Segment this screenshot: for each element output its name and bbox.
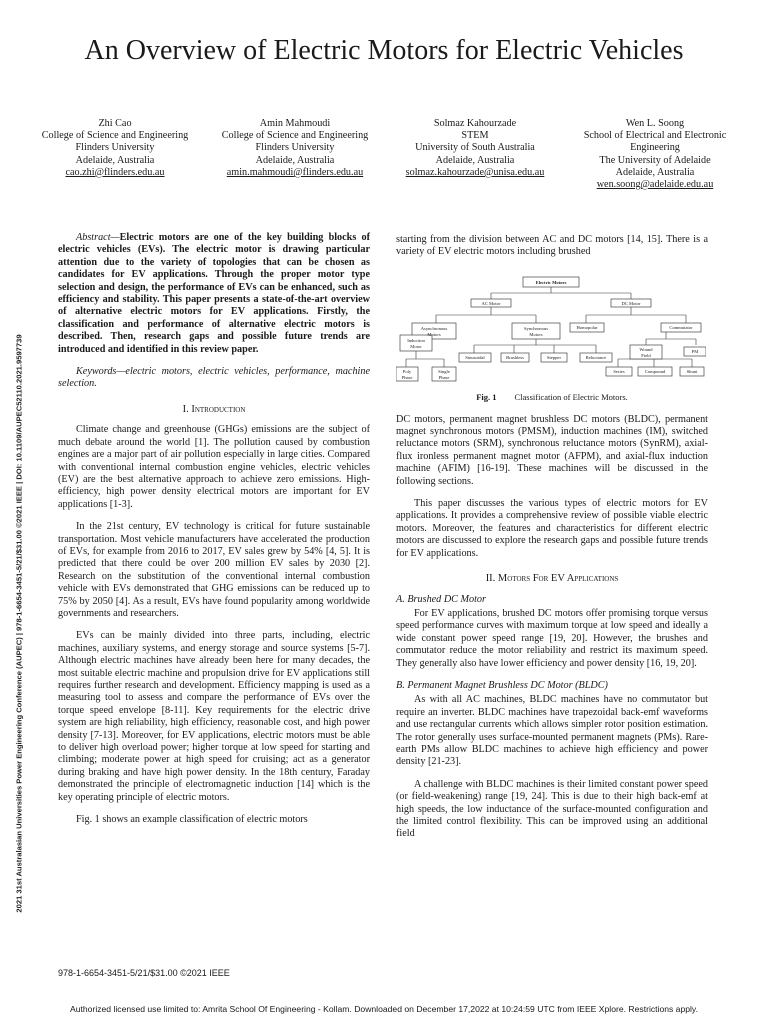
diagram-label: Phase [438,374,450,380]
author-name: Zhi Cao [98,118,132,129]
diagram-label: Homopolar [576,324,598,330]
intro-paragraph-4: Fig. 1 shows an example classification of electric motors [76,814,308,826]
author-affiliation: College of Science and Engineering [41,130,189,142]
author-affiliation: The University of Adelaide [599,154,711,166]
right-paragraph-2: DC motors, permanent magnet brushless DC motors (BLDC), permanent magnet synchronous motors (PMSM), induction machines (IM), switched reluctance motors (SRM), synchronous reluctance motors (SynRM), axial-flux ironless permanent magnet motor (AFPM), and axial-flux induction machine (AFIM) [16-19]. These machines will be discussed in the following sections. [396,413,708,487]
intro-paragraph-1: Climate change and greenhouse (GHGs) emissions are the subject of much debate around the world [1]. The pollution caused by combustion engines are a major part of air pollution especially in large cities. Compared with conventional internal combustion engine vehicles, electric vehicles (EV) are the best alternative approach to achieve zero emissions. High-efficiency, high power density electrical motors are important for EV applications [1-3]. [58,424,370,510]
keywords: Keywords—electric motors, electric vehicles, performance, machine selection. [58,366,370,390]
diagram-label: Reluctance [585,354,607,360]
diagram-label: Motor [410,343,422,349]
author-affiliation: Adelaide, Australia [255,154,335,166]
diagram-label: Field [641,352,651,358]
author-name: Wen L. Soong [625,118,685,129]
diagram-label: Motors [529,331,543,337]
diagram-label: Single [438,368,450,374]
abstract [58,232,370,356]
diagram-label: Shunt [686,368,698,374]
author-3 [400,118,550,191]
conference-sidebar: 2021 31st Australasian Universities Power Engineering Conference (AUPEC) | 978-1-6654-3451-5/21/$31.00 ©2021 IEEE | DOI: 10.1109/AUPEC52110.2021.9597739 [14,334,24,913]
author-email[interactable]: amin.mahmoudi@flinders.edu.au [226,166,364,178]
right-paragraph-3: This paper discusses the various types of electric motors for EV applications. It provides a comprehensive review of possible viable electric motors. Moreover, the features and characteristics for different electric motors are discussed to explore the research gaps and possible future trends for EV applications. [396,498,708,559]
diagram-label: Synchronous [524,325,548,331]
author-email[interactable]: wen.soong@adelaide.edu.au [596,179,714,191]
author-affiliation: College of Science and Engineering [221,130,369,142]
diagram-label: DC Motor [621,300,641,306]
diagram-label: AC Motor [481,300,501,306]
classification-diagram [396,267,706,385]
diagram-label: Phase [401,374,413,380]
right-column [396,234,708,841]
diagram-label: Series [613,368,625,374]
section-heading-motors: II. Motors For EV Applications [485,573,619,585]
section-heading-introduction: I. Introduction [182,403,246,415]
intro-paragraph-2: In the 21st century, EV technology is critical for future sustainable transportation. Most vehicle manufacturers have accelerated the production of EVs, for example from 2016 to 2017, EV sales grew by 54% [4, 5]. It is predicted that there could be over 200 million EV sales by 2030 [2]. Research on the substitution of the conventional internal combustion vehicle with EVs demonstrated that GHG emissions can be reduced up to 75% by 2050 [4]. As a result, EVs have found popularity among worldwide governments and researchers. [58,521,370,619]
author-4 [580,118,730,191]
diagram-label: Compound [644,368,666,374]
author-affiliation: School of Electrical and Electronic Engineering [583,130,727,154]
abstract-text: Electric motors are one of the key building blocks of electric vehicles (EVs). The electric motor is drawing particular attention due to the variety of topologies that can be chosen as candidates for EV applications. Through the proper motor type selection and design, the performance of EVs can be enhanced, such as efficiency and stability. This paper presents a state-of-the-art overview of alternative electric motors for EV applications. Firstly, the classification and performance of alternative electric motors is described. Then, research gaps and possible future trends are introduced and identified in this review paper. [58,232,370,355]
figure-caption [396,391,708,403]
author-1 [40,118,190,191]
diagram-label: Induction [407,337,425,343]
diagram-label: Poly [402,368,412,374]
diagram-label: PM [691,348,699,354]
author-name: Solmaz Kahourzade [433,118,517,129]
diagram-label: Brushless [506,354,524,360]
diagram-label: Commutator [669,324,693,330]
diagram-label: Stepper [546,354,562,360]
figure-label: Fig. 1 [476,392,497,403]
brushed-dc-paragraph: For EV applications, brushed DC motors offer promising torque versus speed performance curves with maximum torque at low speed and ideally a wide constant power speed range [19, 20]. However, the brushes and commutator reduce the motor reliability and restrict its maximum speed. They generally also have lower efficiency and power density [16, 19, 20]. [396,607,708,669]
author-affiliation: Flinders University [75,142,155,154]
author-2 [220,118,370,191]
author-affiliation: University of South Australia [415,142,535,154]
subsection-heading-brushed-dc: A. Brushed DC Motor [396,593,486,605]
left-column [58,232,370,826]
paper-title: An Overview of Electric Motors for Electric Vehicles [84,35,684,66]
download-notice: Authorized licensed use limited to: Amrita School Of Engineering - Kollam. Downloaded on December 17,2022 at 10:24:59 UTC from IEEE Xplore. Restrictions apply. [70,1004,698,1014]
author-affiliation: Adelaide, Australia [435,154,515,166]
author-affiliation: Adelaide, Australia [75,154,155,166]
bldc-paragraph-1: As with all AC machines, BLDC machines have no commutator but require an inverter. BLDC machines have trapezoidal back-emf waveforms and use rectangular currents which allows simpler rotor position estimation. The rotor generally uses surface-mounted permanent magnets (PMs). Rare-earth PMs allow BLDC machines to achieve high efficiency and power density [21-23]. [396,694,708,768]
right-paragraph-1: starting from the division between AC and DC motors [14, 15]. There is a variety of EV electric motors including brushed [396,234,708,258]
author-affiliation: Adelaide, Australia [615,166,695,178]
bldc-paragraph-2: A challenge with BLDC machines is their limited constant power speed (or field-weakening) range [19, 24]. This is due to their high back-emf at high speeds, the low inductance of the surface-mounted configuration and the limited control flexibility. This can be improved using an additional field [396,778,708,840]
diagram-label: Asynchronous [420,325,448,331]
subsection-heading-bldc: B. Permanent Magnet Brushless DC Motor (BLDC) [396,679,608,691]
author-affiliation: Flinders University [255,142,335,154]
author-affiliation: STEM [461,130,489,142]
intro-paragraph-3: EVs can be mainly divided into three parts, including, electric machines, auxiliary systems, and energy storage and source systems [5-7]. Although electric machines have already been here for many decades, the most suitable electric machine and propulsion drive for EV applications still requires further research and development. Efficiency mapping is used as a measuring tool to assess and compare the performance of EVs over the torque speed envelope [8-11]. Key requirements for the electric drive system are high reliability, high efficiency, reasonable cost, and high power density [7-13]. Moreover, for EV applications, electric motors must be able to deliver high overload power; higher torque at low speed for starting and climbing; moderate power at high speed for cruising; act as a generator during braking and have high power density. In the 18th century, Faraday demonstrated the principle of electromagnetic induction [14] which is the key operating principle of electric motors. [58,630,370,803]
author-email[interactable]: solmaz.kahourzade@unisa.edu.au [405,166,545,178]
diagram-label: Motors [427,331,441,337]
diagram-label: Wound [639,346,653,352]
author-email[interactable]: cao.zhi@flinders.edu.au [65,166,165,178]
author-name: Amin Mahmoudi [259,118,331,129]
copyright-footer: 978-1-6654-3451-5/21/$31.00 ©2021 IEEE [58,968,230,978]
figure-caption-text: Classification of Electric Motors. [514,392,628,403]
diagram-label: Sinusoidal [465,354,485,360]
diagram-label: Electric Motors [535,279,567,285]
author-block [40,118,730,191]
abstract-label: Abstract— [76,232,120,243]
